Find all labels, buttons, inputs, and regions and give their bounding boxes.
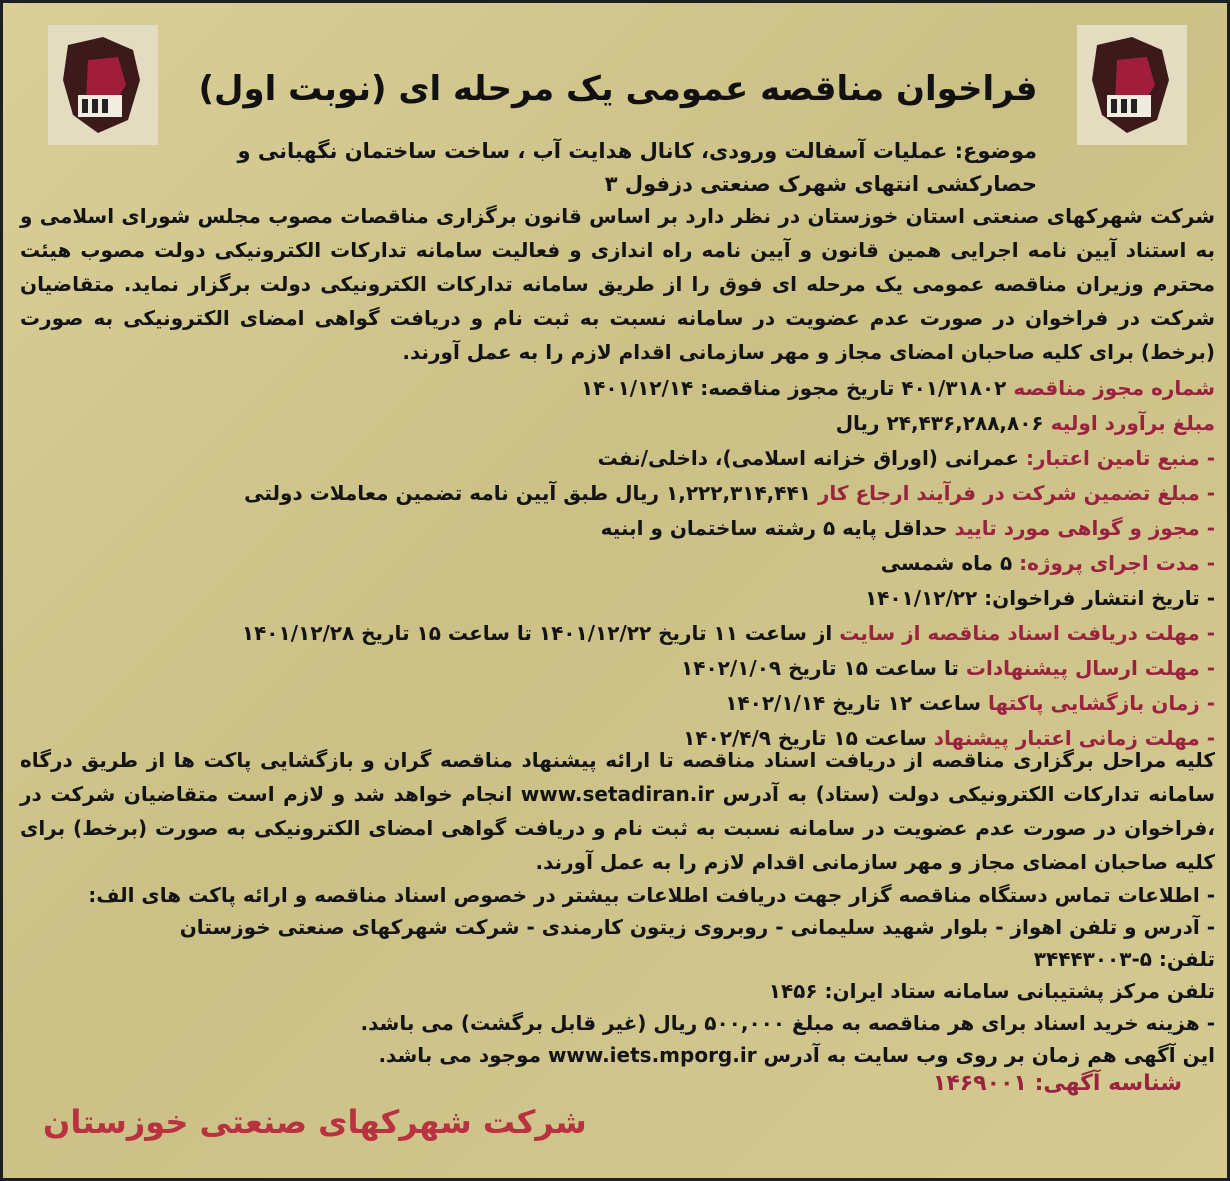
notice-subject: موضوع: عملیات آسفالت ورودی، کانال هدایت آب ، ساخت ساختمان نگهبانی و حصارکشی انتهای شهرک صنعتی دزفول ۳ (237, 139, 1037, 196)
detail-row (115, 441, 1215, 476)
contact-line: - آدرس و تلفن اهواز - بلوار شهید سلیمانی - روبروی زیتون کارمندی - شرکت شهرکهای صنعتی خوزستان (179, 915, 1215, 939)
procedure-paragraph: کلیه مراحل برگزاری مناقصه از دریافت اسناد مناقصه تا ارائه پیشنهاد مناقصه گران و بازگشایی پاکت ها از طریق درگاه سامانه تدارکات الکترونیکی دولت (ستاد) به آدرس www.setadiran.ir انجام خواهد شد و لازم است متقاضیان شرکت در ،فراخوان در صورت عدم عضویت در سامانه نسبت به ثبت نام و دریافت گواهی امضای الکترونیکی به صورت (برخط) برای کلیه صاحبان امضای مجاز و مهر سازمانی اقدام لازم را به عمل آورند. (20, 748, 1216, 874)
detail-label: - منبع تامین اعتبار: (1026, 446, 1215, 470)
detail-row (115, 476, 1215, 511)
detail-value: ساعت ۱۲ تاریخ ۱۴۰۲/۱/۱۴ (725, 691, 982, 715)
contact-line: تلفن مرکز پشتیبانی سامانه ستاد ایران: ۱۴۵۶ (768, 979, 1215, 1003)
detail-row (115, 686, 1215, 721)
detail-label: - مدت اجرای پروژه: (1019, 551, 1215, 575)
notice-title: فراخوان مناقصه عمومی یک مرحله ای (نوبت اول) (198, 69, 1038, 109)
detail-value: ساعت ۱۵ تاریخ ۱۴۰۲/۴/۹ (683, 726, 927, 750)
ad-identifier (933, 1071, 1182, 1096)
detail-label: - مهلت زمانی اعتبار پیشنهاد (933, 726, 1215, 750)
detail-value: تا ساعت ۱۵ تاریخ ۱۴۰۲/۱/۰۹ (681, 656, 959, 680)
contact-info (20, 879, 1215, 1071)
detail-row (115, 511, 1215, 546)
detail-label: - مهلت دریافت اسناد مناقصه از سایت (839, 621, 1215, 645)
ad-id-label: شناسه آگهی: (1034, 1071, 1182, 1096)
detail-value: ۱,۲۲۲,۳۱۴,۴۴۱ ریال طبق آیین نامه تضمین معاملات دولتی (244, 481, 811, 505)
ad-id-value: ۱۴۶۹۰۰۱ (932, 1071, 1027, 1096)
contact-line: این آگهی هم زمان بر روی وب سایت به آدرس www.iets.mporg.ir موجود می باشد. (378, 1043, 1215, 1067)
contact-line: تلفن: ۵-۳۴۴۴۳۰۰۳ (1033, 947, 1215, 971)
detail-value: ۲۴,۴۳۶,۲۸۸,۸۰۶ ریال (835, 411, 1044, 435)
detail-label: - مجوز و گواهی مورد تایید (954, 516, 1215, 540)
detail-value: ۱۴۰۱/۱۲/۲۲ (864, 586, 978, 610)
company-footer: شرکت شهرکهای صنعتی خوزستان (43, 1103, 587, 1141)
detail-label: - زمان بازگشایی پاکتها (988, 691, 1215, 715)
detail-row (115, 651, 1215, 686)
intro-paragraph: شرکت شهرکهای صنعتی استان خوزستان در نظر دارد بر اساس قانون برگزاری مناقصات مصوب مجلس شورای اسلامی و به استناد آیین نامه اجرایی همین قانون و آیین نامه راه اندازی و فعالیت سامانه تدارکات الکترونیکی دولت مصوب هیئت محترم وزیران مناقصه عمومی یک مرحله ای فوق را از طریق سامانه تدارکات الکترونیکی دولت برگزار نماید. متقاضیان شرکت در فراخوان در صورت عدم عضویت در سامانه نسبت به ثبت نام و دریافت گواهی امضای الکترونیکی به صورت (برخط) برای کلیه صاحبان امضای مجاز و مهر سازمانی اقدام لازم را به عمل آورند. (20, 204, 1215, 364)
tender-details (115, 371, 1215, 756)
detail-value: از ساعت ۱۱ تاریخ ۱۴۰۱/۱۲/۲۲ تا ساعت ۱۵ تاریخ ۱۴۰۱/۱۲/۲۸ (241, 621, 833, 645)
detail-label: - مبلغ تضمین شرکت در فرآیند ارجاع کار (817, 481, 1215, 505)
detail-row (115, 616, 1215, 651)
detail-value: ۴۰۱/۳۱۸۰۲ تاریخ مجوز مناقصه: ۱۴۰۱/۱۲/۱۴ (580, 376, 1007, 400)
detail-label: شماره مجوز مناقصه (1013, 376, 1215, 400)
industrial-estates-logo-icon (1077, 25, 1187, 145)
detail-row (115, 546, 1215, 581)
detail-value: ۵ ماه شمسی (880, 551, 1013, 575)
detail-row (115, 371, 1215, 406)
contact-line: - اطلاعات تماس دستگاه مناقصه گزار جهت دریافت اطلاعات بیشتر در خصوص اسناد مناقصه و ارائه پاکت های الف: (88, 883, 1215, 907)
detail-label: - تاریخ انتشار فراخوان: (984, 586, 1215, 610)
detail-label: مبلغ برآورد اولیه (1050, 411, 1215, 435)
detail-row (115, 406, 1215, 441)
detail-row (115, 581, 1215, 616)
contact-line: - هزینه خرید اسناد برای هر مناقصه به مبلغ ۵۰۰,۰۰۰ ریال (غیر قابل برگشت) می باشد. (360, 1011, 1215, 1035)
detail-value: حداقل پایه ۵ رشته ساختمان و ابنیه (600, 516, 948, 540)
industrial-estates-logo-icon (48, 25, 158, 145)
detail-value: عمرانی (اوراق خزانه اسلامی)، داخلی/نفت (597, 446, 1020, 470)
detail-label: - مهلت ارسال پیشنهادات (965, 656, 1215, 680)
